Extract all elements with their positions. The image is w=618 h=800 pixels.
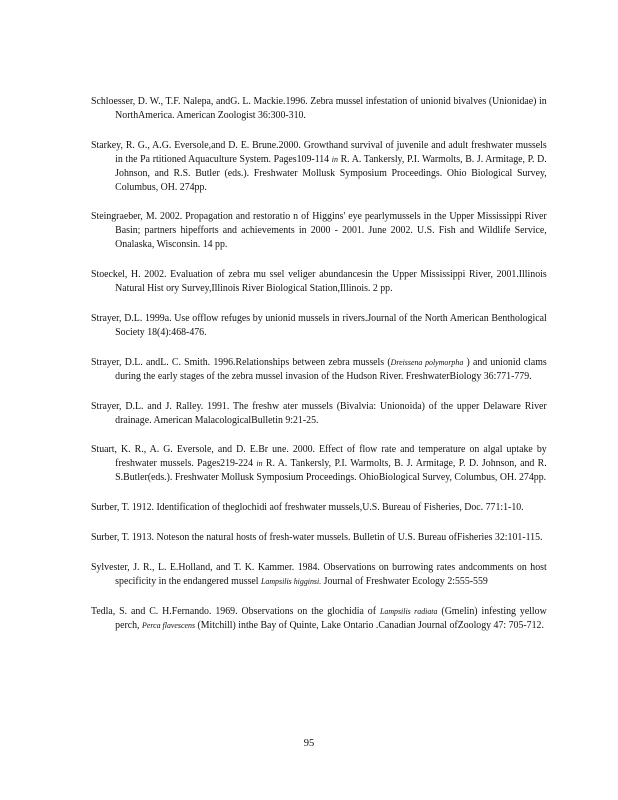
reference-entry-surber-1912: [91, 501, 547, 515]
reference-text: Sylvester, J. R., L. E.Holland, and T. K. Kammer. 1984. Observations on burrowing rates andcomments on host specificity in the endangered mussel: [91, 561, 547, 587]
reference-text: Steingraeber, M. 2002. Propagation and restoratio n of Higgins' eye pearlymussels in the Upper Mississippi River Basin; partners hipefforts and achievements in 2000 - 2001. June 2002. U.S. Fish and Wildlife Service, Onalaska, Wisconsin. 14 pp.: [91, 211, 547, 251]
reference-text: Strayer, D.L. 1999a. Use offlow refuges by unionid mussels in rivers.Journal of the North American Benthological Society 18(4):468-476.: [91, 312, 547, 338]
italic-text: in: [256, 458, 263, 469]
italic-text: in: [331, 153, 338, 164]
reference-text: Strayer, D.L. and J. Ralley. 1991. The freshw ater mussels (Bivalvia: Unionoida) of the upper Delaware River drainage. American MalacologicalBulletin 9:21-25.: [91, 400, 547, 426]
reference-list: [91, 95, 547, 649]
page-number: 95: [303, 738, 315, 749]
reference-entry-steingraeber: [91, 210, 547, 252]
reference-text: R. A. Tankersly, P.I. Warmolts, B. J. Armitage, P. D. Johnson, and R. S.Butler(eds.). Freshwater Mollusk Symposium Proceedings. OhioBiological Survey, Columbus, OH. 274pp.: [115, 458, 547, 484]
reference-text: Starkey, R. G., A.G. Eversole,and D. E. Brune.2000. Growthand survival of juvenile and adult freshwater mussels in the Pa rtitioned Aquaculture System. Pages109-114: [91, 139, 547, 165]
reference-entry-strayer-smith-1996: [91, 356, 547, 384]
reference-text: (Mitchill) inthe Bay of Quinte, Lake Ontario .Canadian Journal ofZoology 47: 705-712.: [195, 619, 544, 631]
reference-text: Schloesser, D. W., T.F. Nalepa, andG. L. Mackie.1996. Zebra mussel infestation of unionid bivalves (Unionidae) in NorthAmerica. American Zoologist 36:300-310.: [91, 96, 547, 121]
reference-text: Surber, T. 1913. Noteson the natural hosts of fresh-water mussels. Bulletin of U.S. Bureau ofFisheries 32:101-115.: [91, 532, 543, 544]
reference-entry-stoeckel: [91, 268, 547, 296]
italic-text: Lampsilis higginsi.: [261, 575, 322, 586]
italic-text: Dreissena polymorpha: [390, 356, 464, 367]
reference-entry-strayer-1999a: [91, 312, 547, 340]
italic-text: Perca flavescens: [141, 619, 196, 630]
reference-text: (Gmelin) infesting yellow perch,: [115, 605, 547, 631]
reference-entry-sylvester: [91, 561, 547, 589]
reference-entry-stuart: [91, 443, 547, 485]
reference-entry-tedla: [91, 605, 547, 633]
reference-text: Tedla, S. and C. H.Fernando. 1969. Observations on the glochidia of: [91, 605, 380, 617]
reference-entry-schloesser: [91, 95, 547, 123]
reference-text: R. A. Tankersly, P.I. Warmolts, B. J. Armitage, P. D. Johnson, and R.S. Butler (eds.). Freshwater Mollusk Symposium Proceedings. Ohio Biological Survey, Columbus, OH. 274pp.: [115, 153, 547, 193]
reference-entry-strayer-ralley-1991: [91, 400, 547, 428]
reference-entry-starkey: [91, 139, 547, 195]
reference-text: Stoeckel, H. 2002. Evaluation of zebra mu ssel veliger abundancesin the Upper Mississippi River, 2001.Illinois Natural Hist ory Survey,Illinois River Biological Station,Illinois. 2 pp.: [91, 269, 547, 295]
reference-text: Journal of Freshwater Ecology 2:555-559: [321, 575, 488, 587]
italic-text: Lampsilis radiata: [379, 605, 438, 616]
reference-text: Surber, T. 1912. Identification of theglochidi aof freshwater mussels,U.S. Bureau of Fisheries, Doc. 771:1-10.: [91, 502, 524, 514]
reference-text: ) and unionid clams during the early stages of the zebra mussel invasion of the Hudson River. FreshwaterBiology 36:771-779.: [115, 356, 547, 382]
reference-text: Stuart, K. R., A. G. Eversole, and D. E.Br une. 2000. Effect of flow rate and temperature on algal uptake by freshwater mussels. Pages219-224: [91, 444, 547, 470]
reference-entry-surber-1913: [91, 531, 547, 545]
reference-text: Strayer, D.L. andL. C. Smith. 1996.Relationships between zebra mussels (: [91, 356, 391, 368]
